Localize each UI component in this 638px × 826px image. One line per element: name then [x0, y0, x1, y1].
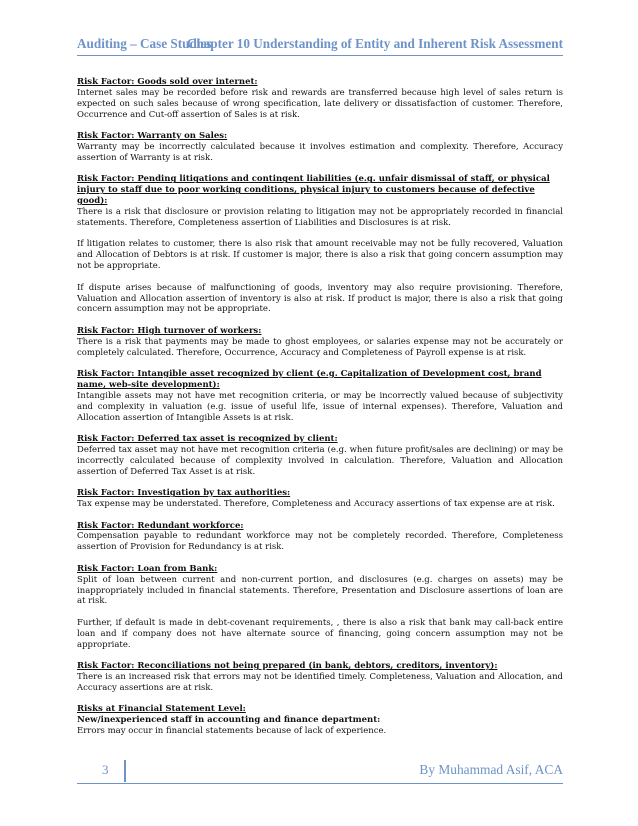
- risk-section: [77, 77, 563, 121]
- page-footer: [77, 760, 563, 784]
- header-divider: [77, 55, 563, 56]
- page-number: 3: [102, 762, 109, 777]
- section-paragraph: There is an increased risk that errors may not be identified timely. Completeness, Valuation and Allocation, and Accuracy assertions are at risk.: [77, 671, 563, 693]
- section-heading: Risk Factor: High turnover of workers:: [77, 325, 262, 336]
- section-paragraph: Intangible assets may not have met recognition criteria, or may be incorrectly valued because of subjectivity and complexity in valuation (e.g. issue of useful life, issue of internal expenses). Therefore, Valuation and Allocation assertion of Intangible Assets is at risk.: [77, 390, 563, 423]
- risk-section: [77, 488, 563, 510]
- risk-section: [77, 704, 563, 737]
- section-paragraph: If litigation relates to customer, there is also risk that amount receivable may not be fully recovered, Valuation and Allocation of Debtors is at risk. If customer is major, there is also a risk that going concern assumption may not be appropriate.: [77, 239, 563, 272]
- section-heading: Risk Factor: Reconciliations not being prepared (in bank, debtors, creditors, inventory):: [77, 661, 498, 672]
- risk-section: [77, 369, 563, 424]
- section-heading: Risk Factor: Redundant workforce:: [77, 520, 244, 531]
- section-paragraph: There is a risk that disclosure or provision relating to litigation may not be appropriately recorded in financial statements. Therefore, Completeness assertion of Liabilities and Disclosures is at risk.: [77, 207, 563, 228]
- footer-divider-bar: [124, 760, 126, 782]
- risk-section: [77, 521, 563, 554]
- section-heading: Risk Factor: Investigation by tax authorities:: [77, 488, 291, 499]
- section-paragraph: Deferred tax asset may not have met recognition criteria (e.g. when future profit/sales are declining) or may be incorrectly calculated because of complexity involved in calculation. Therefore, Valuation and Allocation assertion of Deferred Tax Asset is at risk.: [77, 444, 563, 477]
- risk-section: [77, 661, 563, 694]
- section-paragraph: Errors may occur in financial statements because of lack of experience.: [77, 726, 387, 737]
- section-paragraph: Compensation payable to redundant workforce may not be completely recorded. Therefore, Completeness assertion of Provision for Redundancy is at risk.: [77, 531, 563, 553]
- section-paragraph: Further, if default is made in debt-covenant requirements, , there is also a risk that bank may call-back entire loan and if company does not have alternate source of financing, going concern assumption may not be appropriate.: [77, 617, 563, 650]
- section-heading: Risk Factor: Intangible asset recognized by client (e.g. Capitalization of Development cost, brand name, web-site development):: [77, 369, 542, 390]
- section-paragraph: Warranty may be incorrectly calculated because it involves estimation and complexity. Therefore, Accuracy assertion of Warranty is at risk.: [77, 142, 563, 163]
- page-header: [77, 36, 563, 52]
- footer-author: By Muhammad Asif, ACA: [419, 762, 563, 777]
- risk-section: [77, 326, 563, 359]
- header-chapter-title: Chapter 10 Understanding of Entity and Inherent Risk Assessment: [186, 36, 563, 51]
- section-paragraph: There is a risk that payments may be made to ghost employees, or salaries expense may not be accurately or completely calculated. Therefore, Occurrence, Accuracy and Completeness of Payroll expense is at risk.: [77, 336, 563, 358]
- section-paragraph: Split of loan between current and non-current portion, and disclosures (e.g. charges on assets) may be inappropriately included in financial statements. Therefore, Presentation and Disclosure assertions of loan are at risk.: [77, 574, 563, 607]
- risk-section: [77, 434, 563, 478]
- section-paragraph: If dispute arises because of malfunctioning of goods, inventory may also require provisioning. Therefore, Valuation and Allocation assertion of inventory is also at risk. If product is major, there is also a risk that going concern assumption may not be appropriate.: [77, 282, 563, 315]
- risk-section: [77, 564, 563, 608]
- page-body: [77, 77, 563, 748]
- section-heading: Risks at Financial Statement Level:: [77, 704, 246, 715]
- risk-section-continuation: [77, 239, 563, 272]
- section-heading: Risk Factor: Pending litigations and contingent liabilities (e.g. unfair dismissal of staff, or physical injury to staff due to poor working conditions, physical injury to customers because of defective good):: [77, 174, 550, 207]
- section-heading: Risk Factor: Deferred tax asset is recognized by client:: [77, 434, 338, 445]
- section-paragraph: Tax expense may be understated. Therefore, Completeness and Accuracy assertions of tax expense are at risk.: [77, 499, 555, 510]
- risk-section: [77, 131, 563, 164]
- risk-section: [77, 174, 563, 229]
- risk-section-continuation: [77, 283, 563, 316]
- section-heading: Risk Factor: Warranty on Sales:: [77, 131, 228, 142]
- risk-section-continuation: [77, 618, 563, 651]
- section-subheading: New/inexperienced staff in accounting and finance department:: [77, 715, 381, 726]
- footer-divider: [77, 783, 563, 784]
- section-paragraph: Internet sales may be recorded before risk and rewards are transferred because high level of sales return is expected on such sales because of wrong specification, late delivery or dissatisfaction of customer. Therefore, Occurrence and Cut-off assertion of Sales is at risk.: [77, 87, 563, 120]
- header-book-title: Auditing – Case Studies: [77, 36, 212, 51]
- section-heading: Risk Factor: Loan from Bank:: [77, 563, 218, 574]
- section-heading: Risk Factor: Goods sold over internet:: [77, 77, 258, 87]
